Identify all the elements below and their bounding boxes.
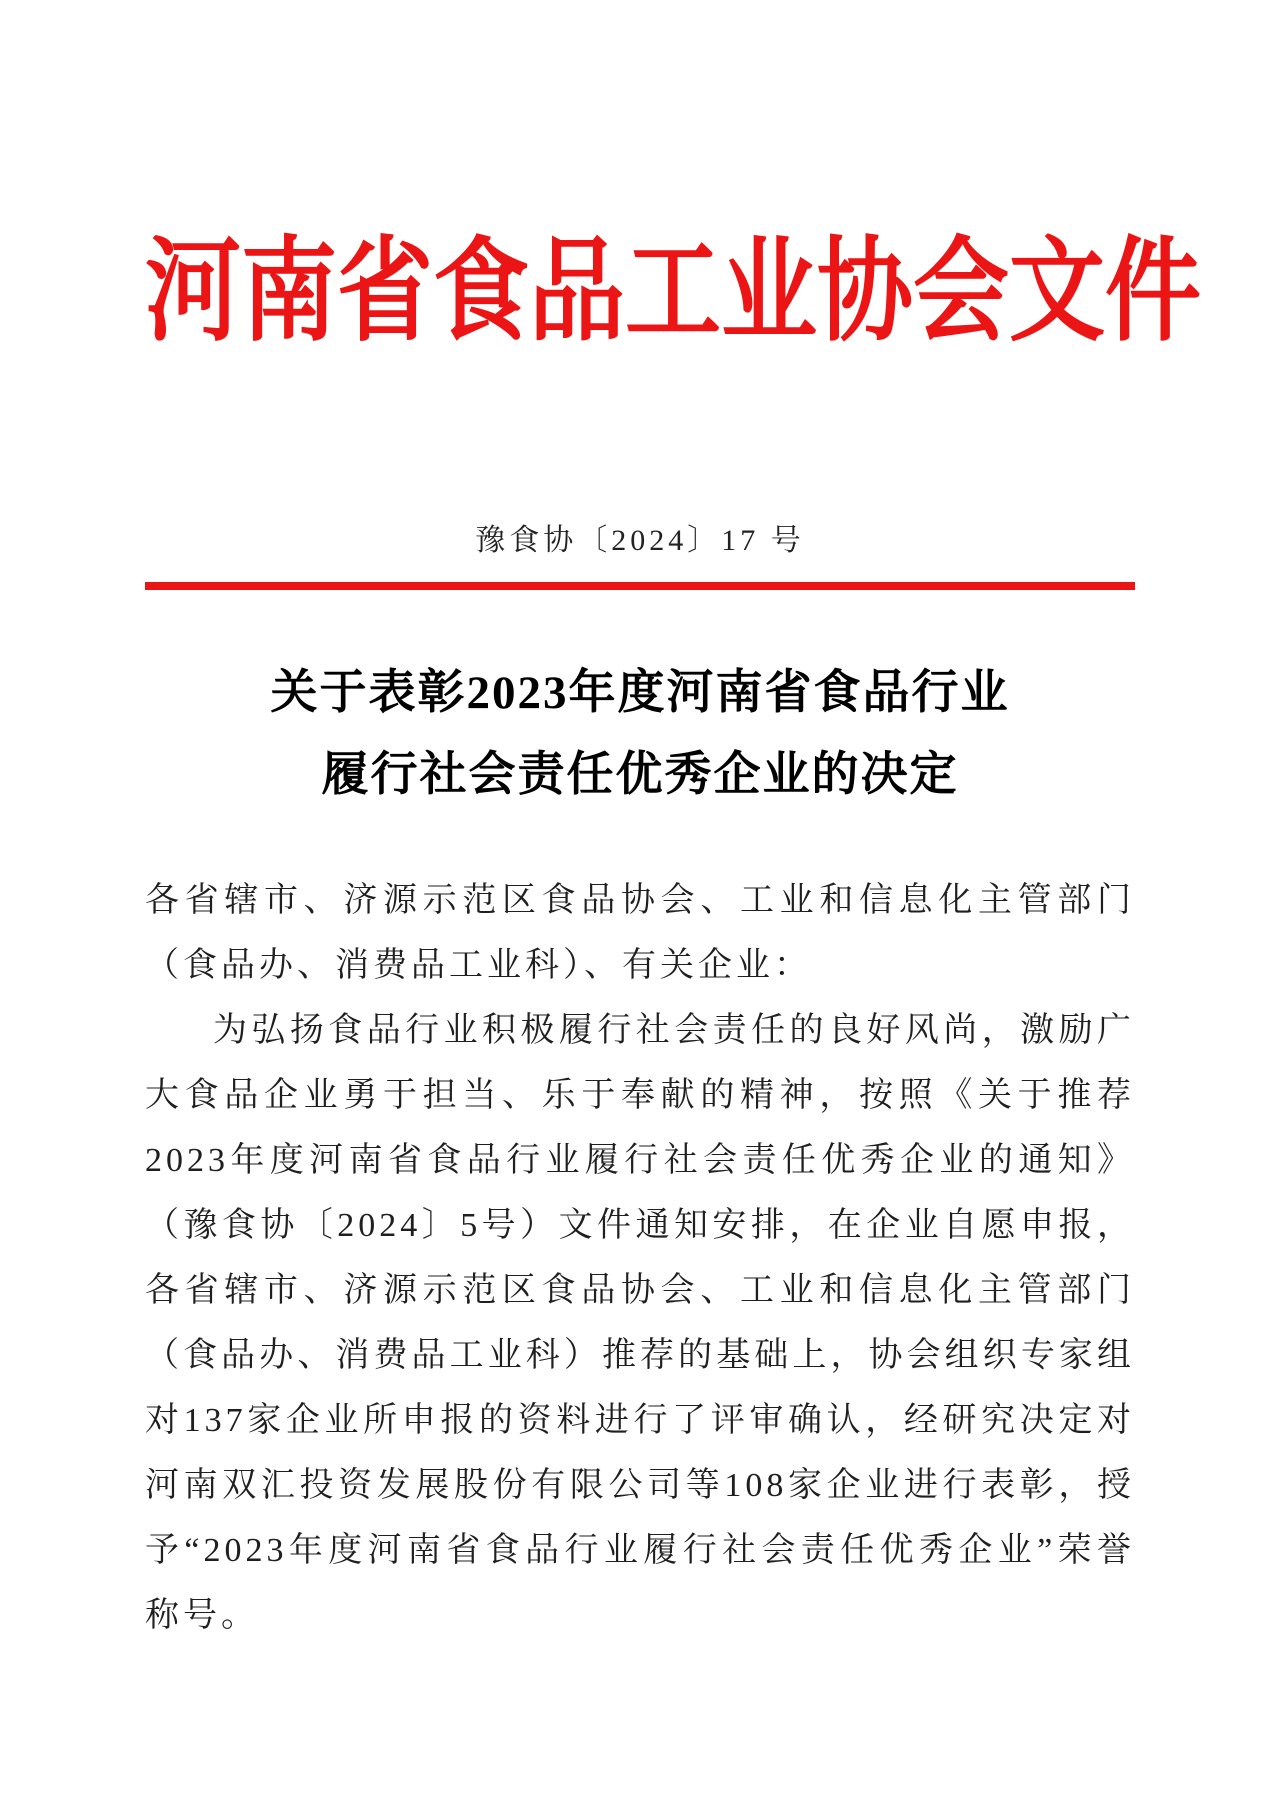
- document-title-line-2: 履行社会责任优秀企业的决定: [321, 749, 959, 801]
- document-title: [145, 652, 1135, 816]
- document-content: [145, 0, 1201, 1648]
- document-number: 豫食协〔2024〕17 号: [475, 524, 805, 557]
- body-paragraph: 为弘扬食品行业积极履行社会责任的良好风尚，激励广大食品企业勇于担当、乐于奉献的精神，按照《关于推荐2023年度河南省食品行业履行社会责任优秀企业的通知》（豫食协〔2024〕5号）文件通知安排，在企业自愿申报，各省辖市、济源示范区食品协会、工业和信息化主管部门（食品办、消费品工业科）推荐的基础上，协会组织专家组对137家企业所申报的资料进行了评审确认，经研究决定对河南双汇投资发展股份有限公司等108家企业进行表彰，授予“2023年度河南省食品行业履行社会责任优秀企业”荣誉称号。: [145, 1012, 1135, 1634]
- red-divider-line: [145, 582, 1135, 590]
- salutation-paragraph: 各省辖市、济源示范区食品协会、工业和信息化主管部门（食品办、消费品工业科）、有关企业：: [145, 882, 1135, 984]
- letterhead-org-title: 河南省食品工业协会文件: [145, 228, 1201, 355]
- document-title-line-1: 关于表彰2023年度河南省食品行业: [270, 667, 1010, 719]
- document-body: [145, 868, 1135, 1648]
